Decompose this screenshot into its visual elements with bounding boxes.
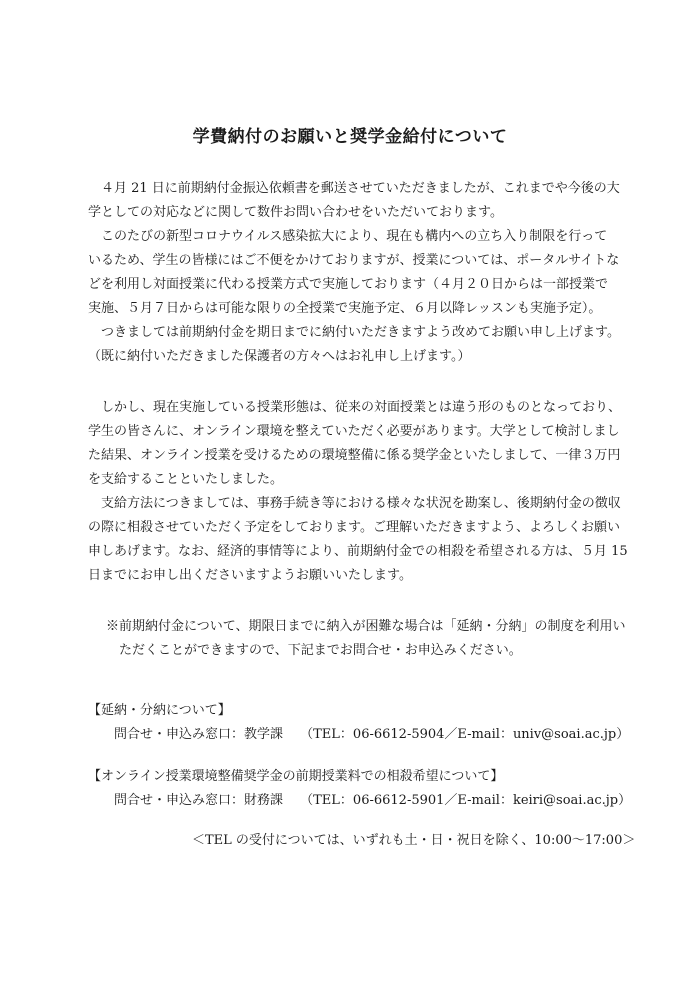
para1-line-2: 学としての対応などに関して数件お問い合わせをいただいております。 bbox=[88, 205, 503, 220]
para2-line-1: しかし、現在実施している授業形態は、従来の対面授業とは違う形のものとなっており、 bbox=[88, 400, 622, 415]
para1-line-5: どを利用し対面授業に代わる授業方式で実施しております（４月２０日からは一部授業で bbox=[88, 277, 609, 292]
para2-line-8: 日までにお申し出くださいますようお願いいたします。 bbox=[88, 568, 412, 583]
para2-line-7: 申しあげます。なお、経済的事情等により、前期納付金での相殺を希望される方は、５月 15 bbox=[88, 544, 628, 559]
contact-heading-scholarship: 【オンライン授業環境整備奨学金の前期授業料での相殺希望について】 bbox=[88, 769, 504, 784]
tel-hours-note: ＜TEL の受付については、いずれも土・日・祝日を除く、10:00～17:00＞ bbox=[192, 833, 636, 848]
document-title: 学費納付のお願いと奨学金給付について bbox=[192, 127, 508, 147]
note-line-2: ただくことができますので、下記までお問合せ・お申込みください。 bbox=[106, 643, 522, 658]
para2-line-6: の際に相殺させていただく予定をしております。ご理解いただきますよう、よろしくお願い bbox=[88, 520, 620, 535]
para1-line-4: いるため、学生の皆様にはご不便をかけておりますが、授業については、ポータルサイトな bbox=[88, 253, 620, 268]
para1-line-8: （既に納付いただきました保護者の方々へはお礼申し上げます。） bbox=[88, 349, 471, 364]
note-line-1: ※前期納付金について、期限日までに納入が困難な場合は「延納・分納」の制度を利用い bbox=[106, 619, 626, 634]
para2-line-5: 支給方法につきましては、事務手続き等における様々な状況を勘案し、後期納付金の徴収 bbox=[88, 496, 621, 511]
para2-line-4: を支給することといたしました。 bbox=[88, 472, 284, 487]
contact-detail-deferral: 問合せ・申込み窓口：教学課 （TEL：06-6612-5904／E-mail：univ@soai.ac.jp） bbox=[88, 727, 630, 742]
para2-line-2: 学生の皆さんに、オンライン環境を整えていただく必要があります。大学として検討しまし bbox=[88, 424, 620, 439]
para1-line-3: このたびの新型コロナウイルス感染拡大により、現在も構内への立ち入り制限を行って bbox=[88, 229, 608, 244]
contact-detail-scholarship: 問合せ・申込み窓口：財務課 （TEL：06-6612-5901／E-mail：keiri@soai.ac.jp） bbox=[88, 793, 632, 808]
para2-line-3: た結果、オンライン授業を受けるための環境整備に係る奨学金といたしまして、一律３万円 bbox=[88, 448, 621, 463]
para1-line-6: 実施、５月７日からは可能な限りの全授業で実施予定、６月以降レッスンも実施予定）。 bbox=[88, 301, 602, 316]
contact-heading-deferral: 【延納・分納について】 bbox=[88, 703, 231, 718]
para1-line-7: つきましては前期納付金を期日までに納付いただきますよう改めてお願い申し上げます。 bbox=[88, 325, 620, 340]
para1-line-1: ４月 21 日に前期納付金振込依頼書を郵送させていただきましたが、これまでや今後の大 bbox=[88, 181, 620, 196]
